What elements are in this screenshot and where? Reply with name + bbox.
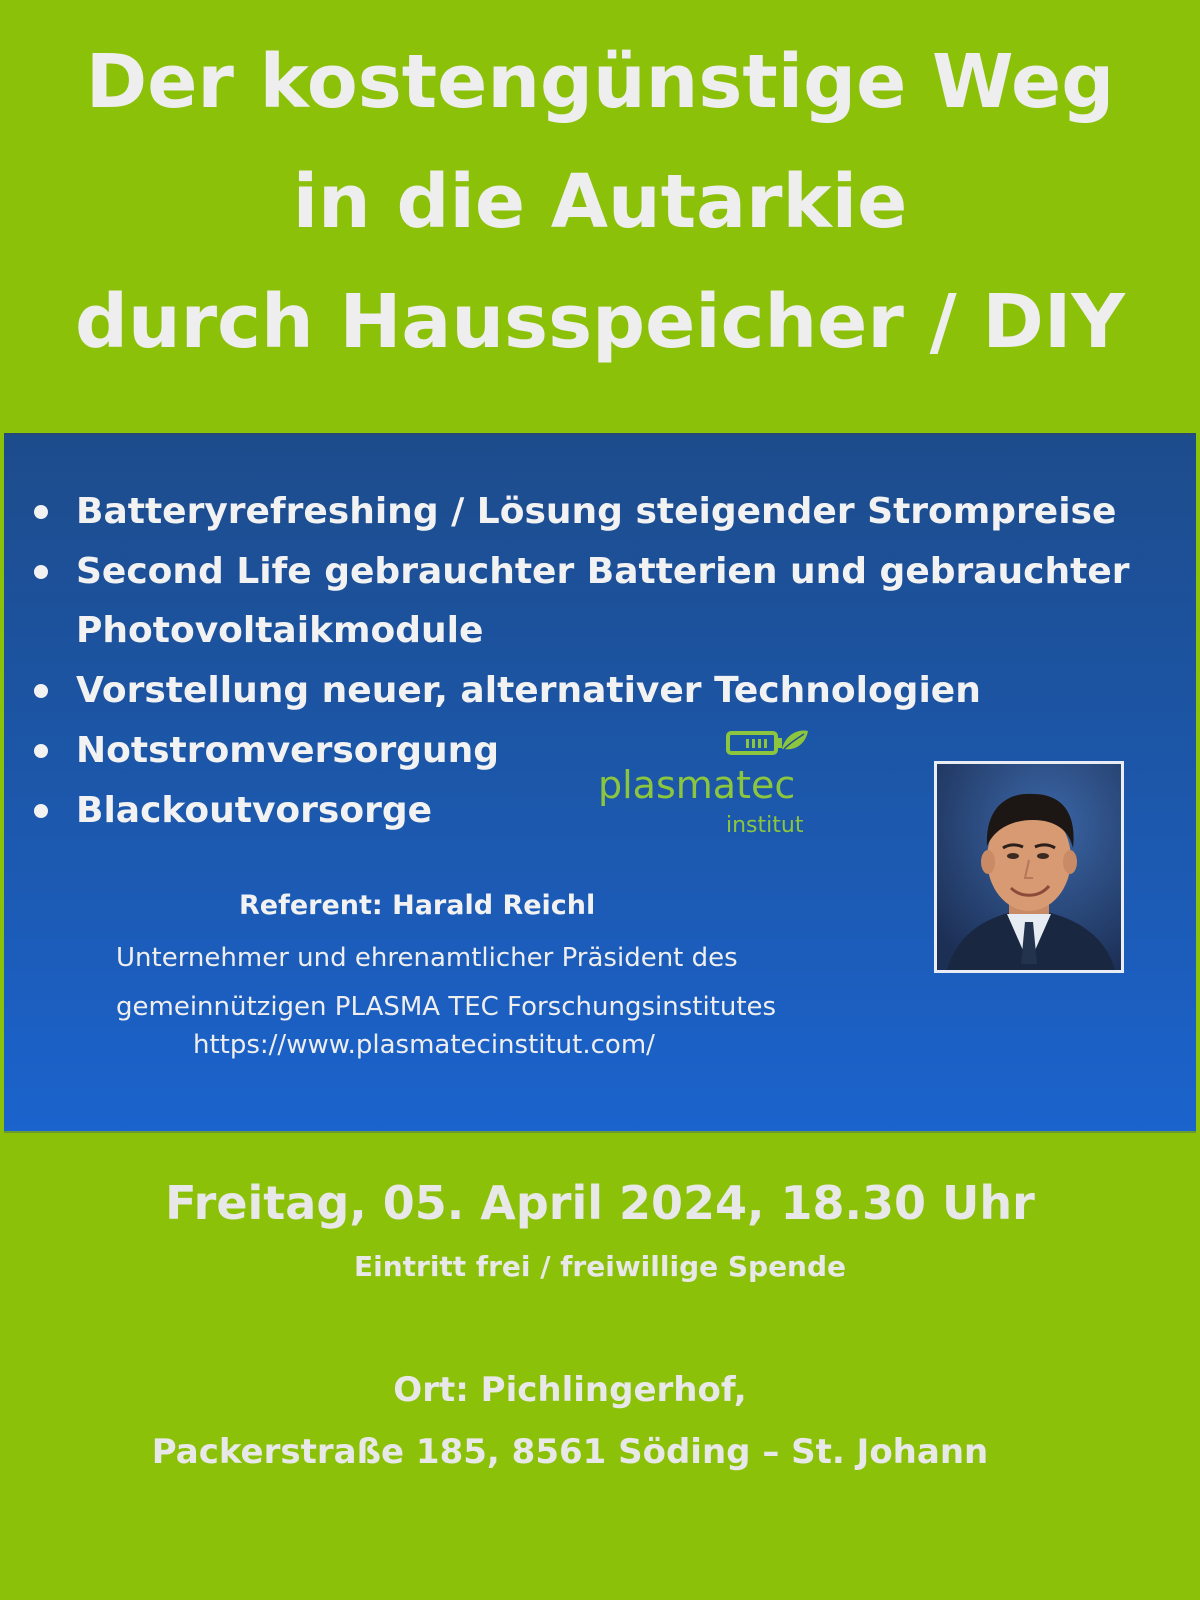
speaker-photo [934,761,1124,973]
entry-info: Eintritt frei / freiwillige Spende [353,1250,847,1283]
title-line-3: durch Hausspeicher / DIY [75,279,1125,365]
bullet-icon [34,565,48,579]
topic-item-technologies [30,661,1130,721]
bullet-icon [34,684,48,698]
battery-leaf-icon [726,727,810,757]
topic-item-second-life [30,542,1130,602]
topic-label: Batteryrefreshing / Lösung steigender Strompreise [76,491,1117,532]
bullet-icon [34,505,48,519]
bullet-icon [34,804,48,818]
topic-label: Second Life gebrauchter Batterien und gebrauchter [76,551,1130,592]
topic-item-second-life-continued [30,601,1130,661]
topic-label-continued: Photovoltaikmodule [76,610,484,651]
website-link[interactable]: https://www.plasmatecinstitut.com/ [193,1030,655,1060]
logo-subtitle: institut [726,813,804,838]
title-line-1: Der kostengünstige Weg [85,39,1115,125]
event-location: Ort: Pichlingerhof, [393,1370,747,1410]
event-date-time: Freitag, 05. April 2024, 18.30 Uhr [165,1176,1035,1230]
poster-title [0,22,1200,382]
logo-wordmark: plasmatec [598,763,796,807]
event-address: Packerstraße 185, 8561 Söding – St. Johann [151,1432,989,1472]
speaker-name: Referent: Harald Reichl [239,890,596,921]
plasmatec-logo [594,727,824,847]
title-line-2: in die Autarkie [292,159,908,245]
bullet-icon [34,744,48,758]
info-panel [4,433,1196,1133]
topic-label: Vorstellung neuer, alternativer Technologien [76,670,981,711]
speaker-description-line-1: Unternehmer und ehrenamtlicher Präsident des [116,943,738,973]
speaker-description [116,934,776,1032]
topic-label: Notstromversorgung [76,730,500,771]
topic-label: Blackoutvorsorge [76,790,433,831]
topic-item-battery-refreshing [30,482,1130,542]
speaker-description-line-2: gemeinnützigen PLASMA TEC Forschungsinstitutes [116,992,777,1022]
speaker-portrait [937,764,1121,970]
